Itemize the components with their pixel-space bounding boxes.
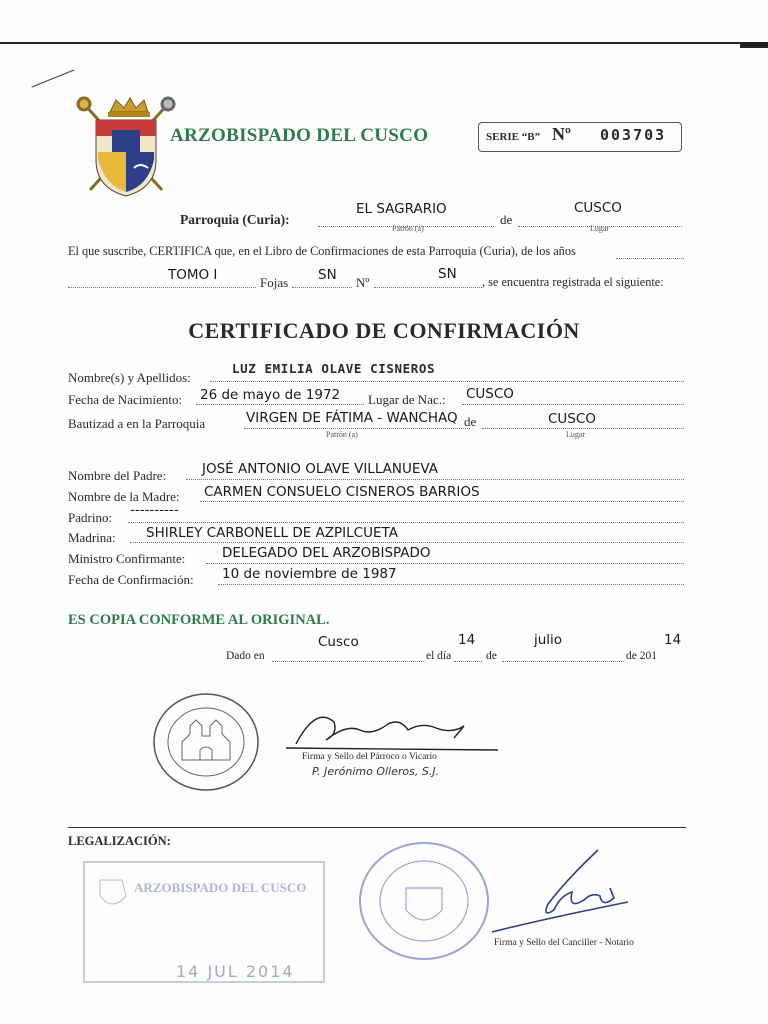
parish-patron-caption: Patrón (a)	[392, 224, 424, 233]
top-border-line	[0, 42, 768, 44]
name-value: LUZ EMILIA OLAVE CISNEROS	[232, 361, 436, 376]
tomo-dotline	[68, 287, 256, 288]
minister-value: DELEGADO DEL ARZOBISPADO	[222, 545, 431, 561]
given-label: Dado en	[226, 650, 265, 662]
mother-value: CARMEN CONSUELO CISNEROS BARRIOS	[204, 484, 480, 500]
mother-dotline	[200, 501, 684, 502]
birth-dotline	[196, 404, 364, 405]
parish-de: de	[500, 212, 513, 227]
mother-label: Nombre de la Madre:	[68, 489, 180, 504]
pen-mark	[31, 69, 74, 87]
parish-label: Parroquia (Curia):	[180, 212, 290, 227]
no-label: Nº	[356, 275, 370, 290]
given-dotline	[272, 661, 424, 662]
certificate-title: CERTIFICADO DE CONFIRMACIÓN	[188, 318, 580, 343]
confdate-label: Fecha de Confirmación:	[68, 572, 194, 587]
father-value: JOSÉ ANTONIO OLAVE VILLANUEVA	[202, 461, 439, 477]
birthplace-dotline	[462, 404, 684, 405]
tomo-value: TOMO I	[168, 267, 218, 283]
name-label: Nombre(s) y Apellidos:	[68, 370, 191, 385]
confdate-dotline	[218, 584, 684, 585]
day-value: 14	[458, 632, 476, 648]
chancellor-signature	[488, 848, 638, 938]
serial-no-sign: Nº	[552, 124, 571, 144]
baptized-patron-caption: Patrón (a)	[326, 430, 358, 439]
day-dotline	[454, 661, 482, 662]
minister-dotline	[206, 563, 684, 564]
faded-stamp-title: ARZOBISPADO DEL CUSCO	[134, 880, 307, 895]
baptized-de: de	[464, 414, 477, 429]
intro-text: El que suscribe, CERTIFICA que, en el Libro de Confirmaciones de esta Parroquia (Curia), de los años	[68, 244, 576, 258]
corner-mark	[740, 42, 768, 48]
fojas-value: SN	[318, 267, 337, 283]
baptized-place-caption: Lugar	[566, 430, 586, 439]
no-value: SN	[438, 266, 457, 282]
baptized-parish: VIRGEN DE FÁTIMA - WANCHAQ	[246, 410, 458, 426]
baptized-place-dotline	[482, 428, 684, 429]
confdate-value: 10 de noviembre de 1987	[222, 566, 397, 582]
priest-caption: Firma y Sello del Párroco o Vicario	[302, 752, 437, 762]
notary-seal-stamp	[356, 838, 492, 964]
fojas-label: Fojas	[260, 275, 289, 290]
legalization-heading: LEGALIZACIÓN:	[68, 834, 171, 848]
godmother-dotline	[130, 542, 684, 543]
parish-place: CUSCO	[574, 200, 622, 216]
intro-tail: , se encuentra registrada el siguiente:	[482, 275, 664, 289]
month-dotline	[502, 661, 624, 662]
baptized-place: CUSCO	[548, 411, 596, 427]
day-label: el día	[426, 650, 452, 662]
birthplace-label: Lugar de Nac.:	[368, 392, 446, 407]
crown-icon	[108, 98, 150, 117]
parish-place-caption: Lugar	[590, 224, 610, 233]
father-label: Nombre del Padre:	[68, 468, 167, 483]
birth-value: 26 de mayo de 1972	[200, 387, 341, 403]
year-suffix: 14	[664, 632, 682, 648]
father-dotline	[186, 479, 684, 480]
chancellor-caption: Firma y Sello del Canciller - Notario	[494, 938, 634, 948]
shield-icon	[96, 120, 156, 196]
month-value: julio	[534, 632, 563, 648]
archdiocese-title: ARZOBISPADO DEL CUSCO	[170, 125, 429, 146]
serial-number: 003703	[600, 126, 667, 144]
godmother-value: SHIRLEY CARBONELL DE AZPILCUETA	[146, 525, 398, 541]
legalization-line	[68, 827, 686, 828]
godfather-value: ----------	[130, 502, 179, 518]
baptized-dotline	[244, 428, 470, 429]
year-prefix: de 201	[626, 650, 657, 662]
birth-label: Fecha de Nacimiento:	[68, 392, 183, 407]
faded-stamp-date: 14 JUL 2014	[176, 962, 295, 981]
fojas-dotline	[292, 287, 352, 288]
copy-heading: ES COPIA CONFORME AL ORIGINAL.	[68, 612, 330, 628]
minister-label: Ministro Confirmante:	[68, 551, 186, 566]
coat-of-arms-logo	[76, 96, 176, 200]
parish-value: EL SAGRARIO	[356, 201, 447, 217]
given-city: Cusco	[318, 634, 359, 650]
serial-label: SERIE “B”	[486, 131, 541, 143]
priest-name: P. Jerónimo Olleros, S.J.	[312, 765, 440, 778]
name-dotline	[210, 381, 684, 382]
godfather-label: Padrino:	[68, 510, 113, 525]
no-dotline	[374, 287, 482, 288]
baptized-label: Bautizad a en la Parroquia	[68, 416, 206, 431]
godfather-dotline	[128, 522, 684, 523]
month-de: de	[486, 650, 497, 662]
birthplace-value: CUSCO	[466, 386, 514, 402]
parish-seal-stamp	[150, 690, 262, 794]
years-dotline	[616, 258, 684, 259]
godmother-label: Madrina:	[68, 530, 116, 545]
